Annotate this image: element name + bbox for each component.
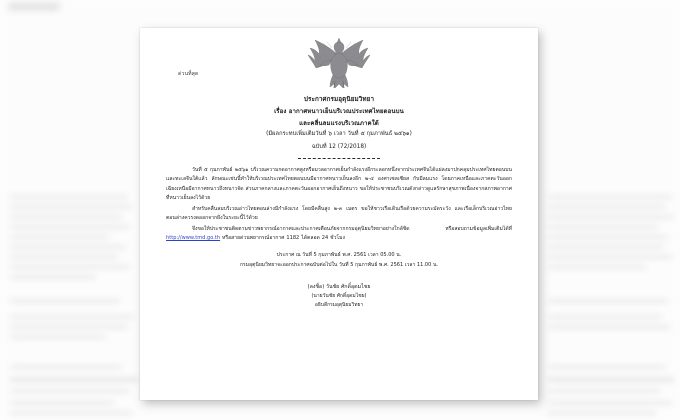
next-bulletin-datetime: กรมอุตุนิยมวิทยาจะออกประกาศฉบับต่อไปใน วันที่ 5 กุมภาพันธ์ พ.ศ. 2561 เวลา 11.00 น. — [239, 261, 439, 268]
garuda-emblem — [166, 36, 512, 92]
signature-title: อธิบดีกรมอุตุนิยมวิทยา — [314, 302, 364, 309]
document-page[interactable] — [140, 28, 538, 400]
tmd-website-link[interactable]: http://www.tmd.go.th — [166, 235, 221, 242]
issued-block — [166, 251, 512, 270]
header-line-3: และคลื่นลมแรงบริเวณภาคใต้ — [299, 119, 379, 127]
body-paragraph-2: สำหรับคลื่นลมบริเวณอ่าวไทยตอนล่างมีกำลังแรง โดยมีคลื่นสูง ๒-๓ เมตร ขอให้ชาวเรือเดินเรือด้วยความระมัดระวัง และเรือเล็กบริเวณอ่าวไทยตอนล่างควรงดออกจากฝั่งในระยะนี้ไว้ด้วย — [166, 205, 512, 221]
issued-datetime: ประกาศ ณ วันที่ 5 กุมภาพันธ์ พ.ศ. 2561 เวลา 05.00 น. — [276, 252, 402, 259]
urgency-mark: ด่วนที่สุด — [178, 71, 199, 77]
header-line-2: เรื่อง อากาศหนาวเย็นบริเวณประเทศไทยตอนบน — [274, 107, 404, 115]
header-separator-rule — [298, 158, 380, 159]
document-body — [166, 166, 512, 243]
header-issue-number: ฉบับที่ 12 (72/2018) — [311, 143, 367, 150]
header-effective-date: (มีผลกระทบเพิ่มเติมวันที่ ๖ เวลา วันที่ ๕ กุมภาพันธ์ ๒๕๖๑) — [266, 131, 412, 138]
body-paragraph-1: วันที่ ๕ กุมภาพันธ์ ๒๕๖๑ บริเวณความกดอากาศสูงหรือมวลอากาศเย็นกำลังแรงอีกระลอกหนึ่งจากประเทศจีนได้แผ่ลงมาปกคลุมประเทศไทยตอนบนและทะเลจีนใต้แล้ว ลักษณะเช่นนี้ทำให้บริเวณประเทศไทยตอนบนมีอากาศหนาวเย็นลงอีก ๒-๔ องศาเซลเซียส กับมีลมแรง โดยภาคเหนือและภาคตะวันออกเฉียงเหนือมีอากาศหนาวถึงหนาวจัด ส่วนภาคกลางและภาคตะวันออกอากาศเย็นถึงหนาว ขอให้ประชาชนบริเวณดังกล่าวดูแลรักษาสุขภาพเนื่องจากสภาพอากาศที่หนาวเย็นลงไว้ด้วย — [166, 166, 512, 201]
body-paragraph-3-pre: จึงขอให้ประชาชนติดตามข่าวพยากรณ์อากาศและประกาศเตือนภัยจากกรมอุตุนิยมวิทยาอย่างใกล้ชิด หรือสอบถามข้อมูลเพิ่มเติมได้ที่ — [192, 225, 512, 232]
body-paragraph-3 — [166, 225, 512, 244]
document-header — [166, 94, 512, 153]
signature-fullname: (นายวันชัย ศักดิ์อุดมไชย) — [311, 292, 367, 299]
signature-name: (ลงชื่อ) วันชัย ศักดิ์อุดมไชย — [307, 283, 371, 290]
header-line-1: ประกาศกรมอุตุนิยมวิทยา — [303, 96, 375, 103]
signature-block — [166, 283, 512, 311]
body-paragraph-3-post: หรือสายด่วนพยากรณ์อากาศ 1182 ได้ตลอด 24 ชั่วโมง — [220, 235, 345, 242]
